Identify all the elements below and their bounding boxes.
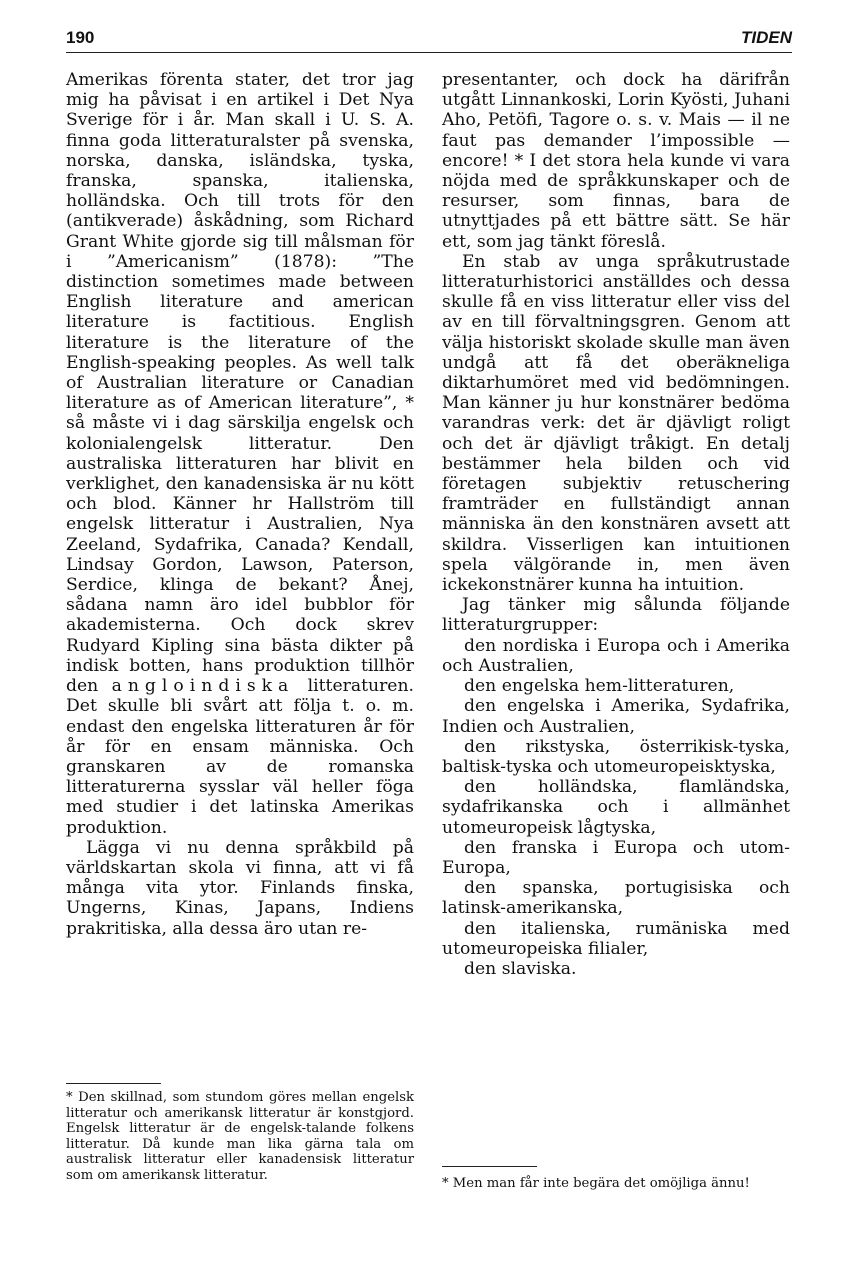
group-item: den spanska, portugisiska och latinsk-amerikanska, (442, 878, 790, 919)
left-paragraph-1 (66, 70, 414, 838)
group-item: den nordiska i Europa och i Amerika och Australien, (442, 635, 790, 676)
right-footnote: * Men man får inte begära det omöjliga ännu! (442, 1176, 750, 1191)
left-paragraph-1-text-a: Amerikas förenta stater, det tror jag mig ha påvisat i en artikel i Det Nya Sverige för i år. Man skall i U. S. A. finna goda litteraturalster på svenska, norska, danska, isländska, tyska, franska, spanska, italienska, holländska. Och till trots för den (antikverade) åskådning, som Richard Grant White gjorde sig till målsman för i ”Americanism” (1878): ”The distinction sometimes made between English literature and american literature is factitious. English literature is the literature of the English-speaking peoples. As well talk of Australian literature or Canadian literature as of American literature”, * så måste vi i dag särskilja engelsk och kolonialengelsk litteratur. Den australiska litteraturen har blivit en verklighet, den kanadensiska är nu kött och blod. Känner hr Hallström till engelsk litteratur i Australien, Nya Zeeland, Sydafrika, Canada? Kendall, Lindsay Gordon, Lawson, Paterson, Serdice, klinga de bekant? Ånej, sådana namn äro idel bubblor för akademisterna. Och dock skrev Rudyard Kipling sina bästa dikter på indisk botten, hans produktion tillhör den (66, 70, 414, 697)
right-footnote-rule (442, 1166, 537, 1167)
group-item: den engelska hem-litteraturen, (464, 676, 735, 697)
group-item: den holländska, flamländska, sydafrikanska och i allmänhet utomeuropeisk lågtyska, (442, 777, 790, 838)
right-paragraph-1: presentanter, och dock ha därifrån utgått Linnankoski, Lorin Kyösti, Juhani Aho, Petöfi, Tagore o. s. v. Mais — il ne faut pas demander l’impossible — encore! * I det stora hela kunde vi vara nöjda med de språkkunskaper och de resurser, som finnas, bara de utnyttjades på ett bättre sätt. Se här ett, som jag tänkt föreslå. (442, 70, 790, 252)
left-paragraph-1-text-b: litteraturen. Det skulle bli svårt att följa t. o. m. endast den engelska litteraturen år för år för en ensam människa. Och granskaren av de romanska litteraturerna sysslar väl heller föga med studier i det latinska Amerikas produktion. (66, 676, 414, 838)
group-item: den rikstyska, österrikisk-tyska, baltisk-tyska och utomeuropeisktyska, (442, 736, 790, 777)
right-paragraph-2: En stab av unga språkutrustade litteraturhistorici anställdes och dessa skulle få en viss litteratur eller viss del av en till förvaltningsgren. Genom att välja historiskt skolade skulle man även undgå att få det oberäkneliga diktarhumöret med vid bedömningen. Man känner ju hur konstnärer bedöma varandras verk: det är djävligt roligt och det är djävligt tråkigt. En detalj bestämmer hela bilden och vid företagen subjektiv retuschering framträder en fullständigt annan människa än den konstnären avsett att skildra. Visserligen kan intuitionen spela välgörande in, men även ickekonstnärer kunna ha intuition. (442, 251, 790, 596)
left-column (66, 70, 414, 939)
group-item: den engelska i Amerika, Sydafrika, Indien och Australien, (442, 696, 790, 737)
left-footnote-rule (66, 1083, 161, 1084)
page-number: 190 (66, 28, 95, 47)
right-column (442, 70, 790, 979)
group-item: den italienska, rumäniska med utomeuropeiska filialer, (442, 918, 790, 959)
running-title: TIDEN (741, 28, 792, 47)
group-item: den slaviska. (464, 958, 577, 979)
angloindiska-spaced-word: angloindiska (111, 676, 295, 697)
right-paragraph-3: Jag tänker mig sålunda följande litteraturgrupper: (442, 595, 790, 636)
left-footnote: * Den skillnad, som stundom göres mellan engelsk litteratur och amerikansk litteratur är konstgjord. Engelsk litteratur är de engelsk-talande folkens litteratur. Då kunde man lika gärna tala om australisk litteratur eller kanadensisk litteratur som om amerikansk litteratur. (66, 1090, 414, 1183)
page-header (66, 26, 792, 53)
left-paragraph-2: Lägga vi nu denna språkbild på världskartan skola vi finna, att vi få många vita ytor. Finlands finska, Ungerns, Kinas, Japans, Indiens prakritiska, alla dessa äro utan re- (66, 837, 414, 939)
group-item: den franska i Europa och utom-Europa, (442, 837, 790, 878)
